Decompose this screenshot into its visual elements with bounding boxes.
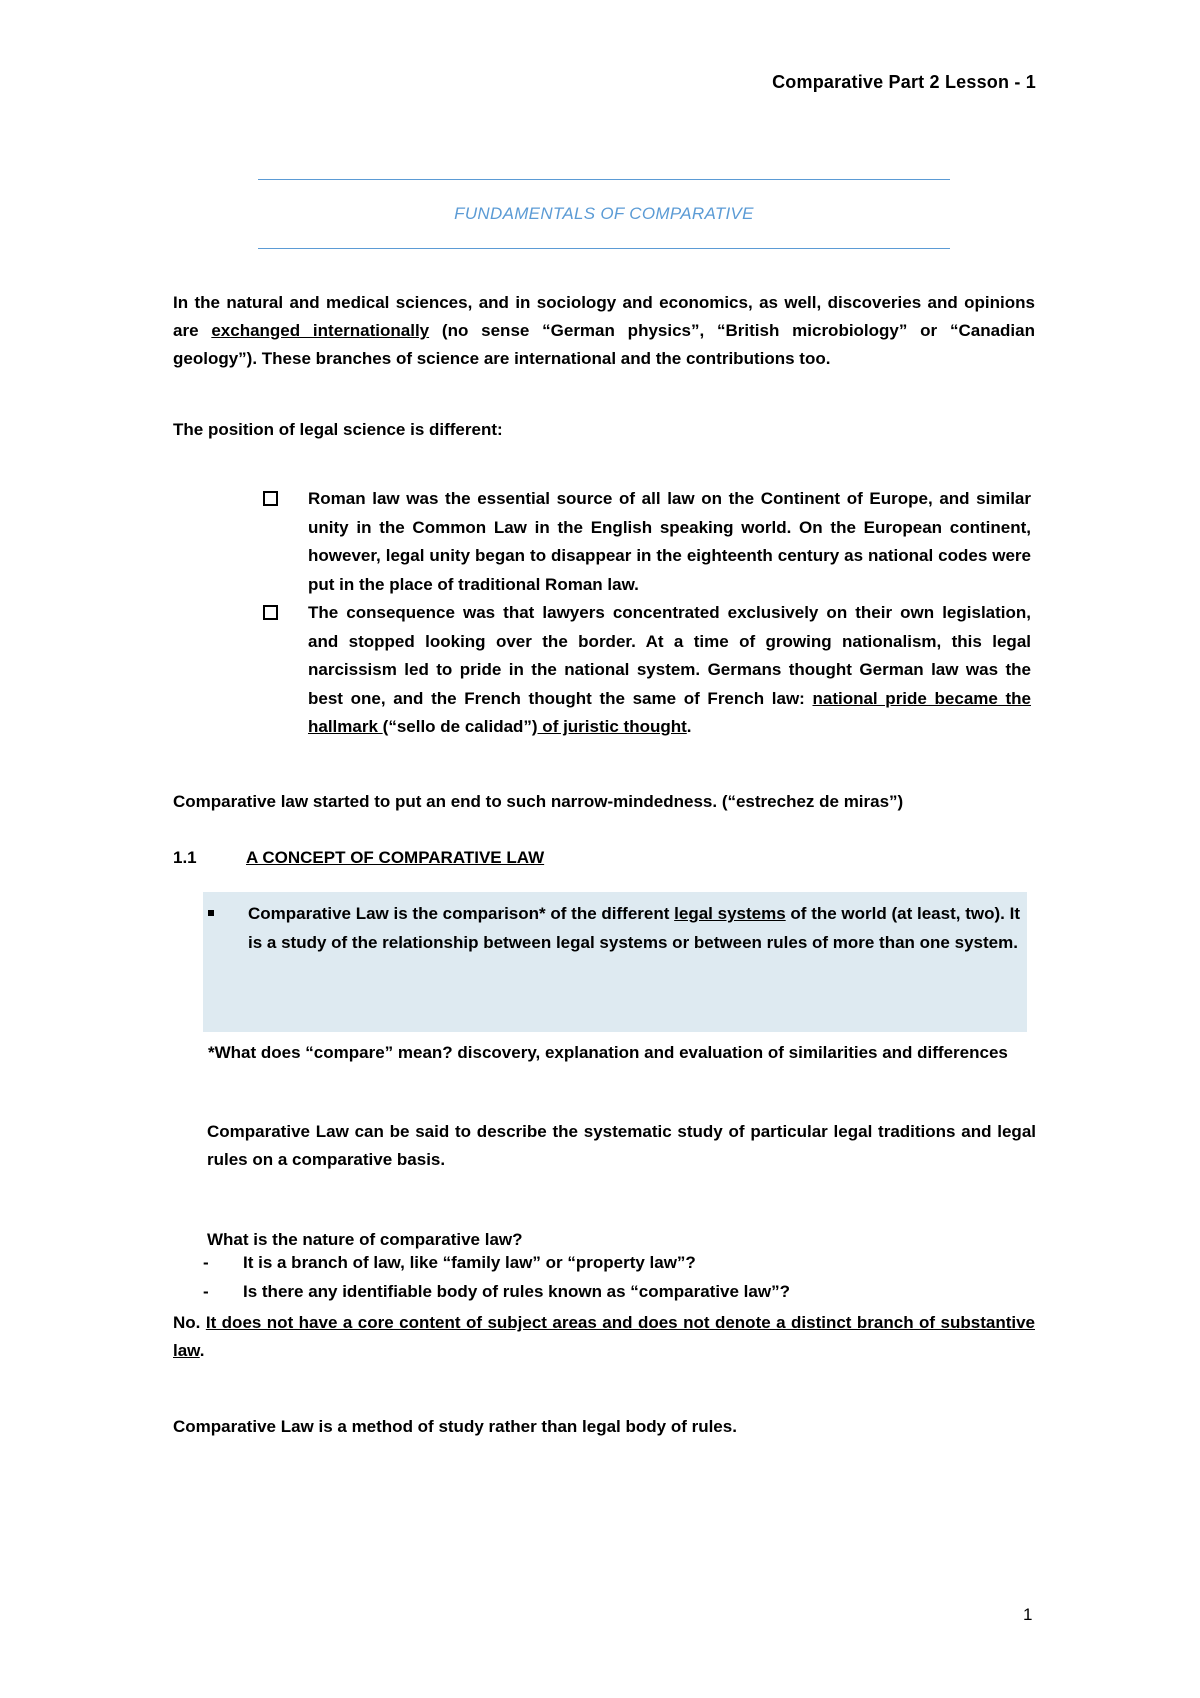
title-bottom-rule (258, 248, 950, 249)
position-heading: The position of legal science is different: (173, 420, 503, 439)
answer-end: . (199, 1341, 205, 1360)
nature-answer (173, 1309, 1035, 1365)
definition-underlined: legal systems (674, 904, 786, 923)
nature-item-text: Is there any identifiable body of rules known as “comparative law”? (243, 1282, 790, 1301)
definition-text (248, 899, 1020, 957)
list-item (263, 485, 1031, 599)
intro-underlined: exchanged internationally (211, 321, 430, 340)
dash-bullet: - (203, 1253, 209, 1272)
bullet-underlined-1: national pride became the hallmark (308, 688, 1031, 736)
intro-text-1: In the natural and medical sciences, and in sociology and economics, as well, discoveries and opinions are (173, 293, 1035, 340)
list-item (203, 1282, 790, 1302)
nature-question: What is the nature of comparative law? (207, 1230, 523, 1249)
bullet-text-main: The consequence was that lawyers concentrated exclusively on their own legislation, and stopped looking over the border. At a time of growing nationalism, this legal narcissism led to pride in the national system. Germans thought German law was the best one, and the French thought the same of French law: (308, 603, 1031, 708)
section-number: 1.1 (173, 848, 197, 867)
page-number: 1 (1023, 1605, 1033, 1624)
dash-bullet: - (203, 1282, 209, 1301)
bullet-text: Roman law was the essential source of all law on the Continent of Europe, and similar unity in the Common Law in the English speaking world. On the European continent, however, legal unity began to disappear in the eighteenth century as national codes were put in the place of traditional Roman law. (308, 489, 1031, 594)
running-header: Comparative Part 2 Lesson - 1 (772, 72, 1036, 92)
compare-note: *What does “compare” mean? discovery, explanation and evaluation of similarities and differences (208, 1043, 1008, 1062)
list-item (203, 1253, 696, 1273)
bullet-end: . (686, 717, 692, 736)
nature-item-text: It is a branch of law, like “family law” or “property law”? (243, 1253, 696, 1272)
intro-text-2: (no sense “German physics”, “British microbiology” or “Canadian geology”). These branches of science are international and the contributions too. (173, 321, 1035, 368)
document-title: FUNDAMENTALS OF COMPARATIVE (454, 204, 754, 223)
definition-text-1: Comparative Law is the comparison* of the different (248, 904, 675, 923)
method-paragraph: Comparative Law is a method of study rather than legal body of rules. (173, 1417, 737, 1436)
section-title: A CONCEPT OF COMPARATIVE LAW (246, 848, 545, 867)
intro-paragraph (173, 289, 1035, 373)
narrow-mind-paragraph: Comparative law started to put an end to such narrow-mindedness. (“estrechez de miras”) (173, 792, 904, 811)
definition-text-2: of the world (at least, two). It is a study of the relationship between legal systems or between rules of more than one system. (248, 904, 1020, 952)
square-bullet-icon (208, 910, 214, 916)
checkbox-bullet-icon (263, 491, 278, 506)
bullet-text (308, 599, 1031, 742)
answer-underlined: It does not have a core content of subject areas and does not denote a distinct branch of substantive law (173, 1313, 1036, 1360)
bullet-mid: (“sello de calidad” (382, 717, 532, 736)
bullet-underlined-2: ) of juristic thought (531, 717, 687, 736)
systematic-paragraph: Comparative Law can be said to describe the systematic study of particular legal traditions and legal rules on a comparative basis. (207, 1122, 1036, 1169)
answer-prefix: No. (173, 1313, 206, 1332)
list-item (263, 599, 1031, 742)
title-top-rule (258, 179, 950, 180)
checkbox-bullet-icon (263, 605, 278, 620)
